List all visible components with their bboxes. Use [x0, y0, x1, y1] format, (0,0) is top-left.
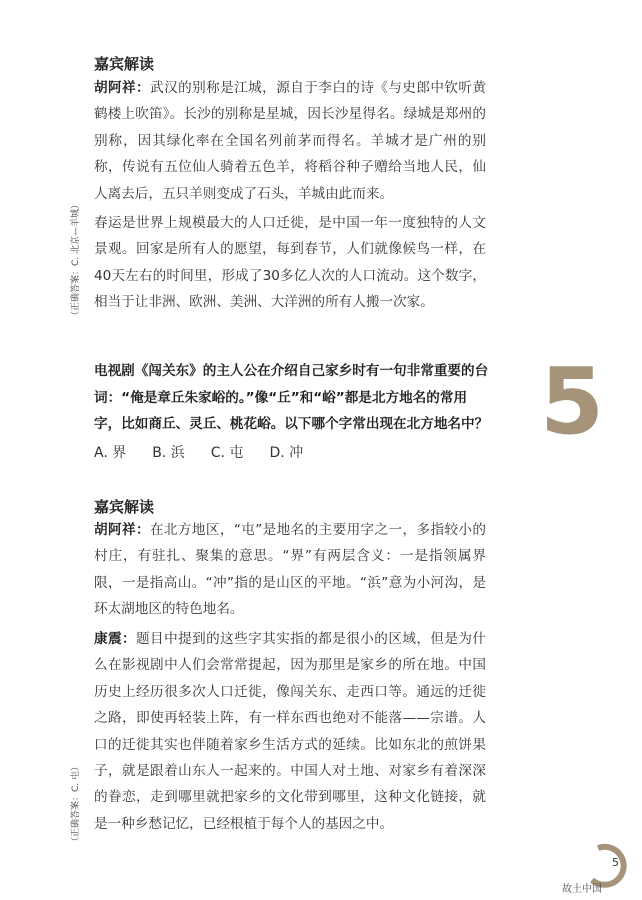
speaker-name: 胡阿祥： [94, 80, 151, 96]
section-2-paragraph-2 [94, 626, 486, 837]
section-2-title: 嘉宾解读 [94, 498, 155, 516]
question-text: 电视剧《闯关东》的主人公在介绍自己家乡时有一句非常重要的台词：“俺是章丘朱家峪的。”像“丘”和“峪”都是北方地名的常用字，比如商丘、灵丘、桃花峪。以下哪个字常出现在北方地名中？ [94, 363, 489, 432]
option-b: B. 浜 [152, 445, 185, 461]
speaker-name: 康震： [94, 631, 137, 647]
page-number: 5 [612, 856, 619, 869]
paragraph-text: 题目中提到的这些字其实指的都是很小的区域，但是为什么在影视剧中人们会常常提起，因为那里是家乡的所在地。中国历史上经历很多次人口迁徙，像闯关东、走西口等。通远的迁徙之路，即使再轻装上阵，有一样东西也绝对不能落——宗谱。人口的迁徙其实也伴随着家乡生活方式的延续。比如东北的煎饼果子，就是跟着山东人一起来的。中国人对土地、对家乡有着深深的眷恋，走到哪里就把家乡的文化带到哪里，这种文化链接，就是一种乡愁记忆，已经根植于每个人的基因之中。 [94, 631, 486, 832]
paragraph-text: 武汉的别称是江城，源自于李白的诗《与史郎中钦听黄鹤楼上吹笛》。长沙的别称是星城，因长沙星得名。绿城是郑州的别称，因其绿化率在全国名列前茅而得名。羊城才是广州的别称，传说有五位仙人骑着五色羊，将稻谷种子赠给当地人民，仙人离去后，五只羊则变成了石头，羊城由此而来。 [94, 80, 487, 202]
answer-note-2: （正确答案：C. 屯） [71, 761, 81, 846]
paragraph-text: 在北方地区，“屯”是地名的主要用字之一，多指较小的村庄，有驻扎、聚集的意思。“界”有两层含义：一是指领属界限，一是指高山。“冲”指的是山区的平地。“浜”意为小河沟，是环太湖地区的特色地名。 [94, 522, 486, 618]
book-title: 故土中国 [562, 884, 602, 895]
question-number: 5 [540, 348, 603, 455]
section-1-paragraph-1 [94, 75, 486, 207]
answer-options [94, 442, 303, 462]
answer-note-1: （正确答案：C. 北京—羊城） [71, 199, 81, 320]
option-a: A. 界 [94, 445, 127, 461]
section-1-title: 嘉宾解读 [94, 55, 155, 73]
option-d: D. 冲 [269, 445, 304, 461]
section-2-paragraph-1 [94, 517, 486, 623]
section-1-paragraph-2: 春运是世界上规模最大的人口迁徙，是中国一年一度独特的人文景观。回家是所有人的愿望，每到春节，人们就像候鸟一样，在40天左右的时间里，形成了30多亿人次的人口流动。这个数字，相当于让非洲、欧洲、美洲、大洋洲的所有人搬一次家。 [94, 215, 486, 311]
speaker-name: 胡阿祥： [94, 522, 150, 538]
option-c: C. 屯 [210, 445, 244, 461]
